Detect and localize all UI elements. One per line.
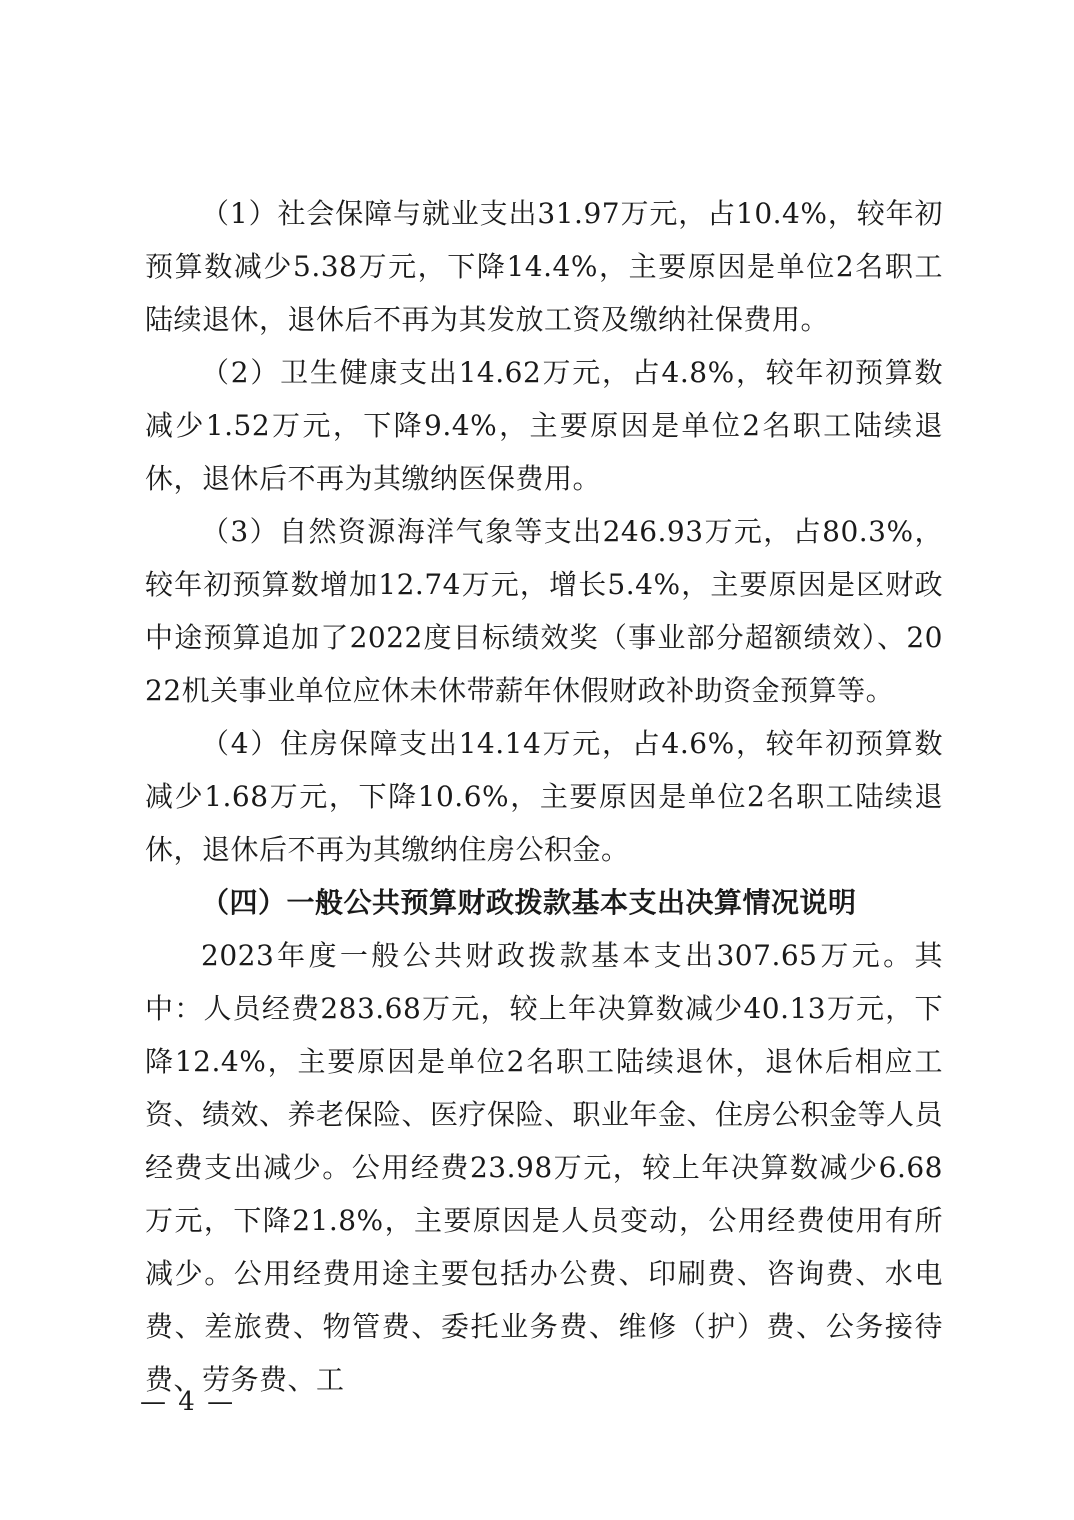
document-body <box>145 187 943 1406</box>
paragraph-housing: （4）住房保障支出14.14万元，占4.6%，较年初预算数减少1.68万元，下降10.6%，主要原因是单位2名职工陆续退休，退休后不再为其缴纳住房公积金。 <box>145 727 943 866</box>
paragraph-basic-expenditure: 2023年度一般公共财政拨款基本支出307.65万元。其中：人员经费283.68万元，较上年决算数减少40.13万元，下降12.4%，主要原因是单位2名职工陆续退休，退休后相应工资、绩效、养老保险、医疗保险、职业年金、住房公积金等人员经费支出减少。公用经费23.98万元，较上年决算数减少6.68万元，下降21.8%，主要原因是人员变动，公用经费使用有所减少。公用经费用途主要包括办公费、印刷费、咨询费、水电费、差旅费、物管费、委托业务费、维修（护）费、公务接待费、劳务费、工 <box>145 939 944 1396</box>
paragraph-natural-resources: （3）自然资源海洋气象等支出246.93万元，占80.3%，较年初预算数增加12.74万元，增长5.4%，主要原因是区财政中途预算追加了2022度目标绩效奖（事业部分超额绩效）、2022机关事业单位应休未休带薪年休假财政补助资金预算等。 <box>145 515 943 707</box>
paragraph-health: （2）卫生健康支出14.62万元，占4.8%，较年初预算数减少1.52万元，下降9.4%，主要原因是单位2名职工陆续退休，退休后不再为其缴纳医保费用。 <box>145 356 943 495</box>
page-number: — 4 — <box>140 1387 236 1417</box>
paragraph-social-security: （1）社会保障与就业支出31.97万元，占10.4%，较年初预算数减少5.38万元，下降14.4%，主要原因是单位2名职工陆续退休，退休后不再为其发放工资及缴纳社保费用。 <box>145 197 943 336</box>
section-heading: （四）一般公共预算财政拨款基本支出决算情况说明 <box>201 886 857 919</box>
